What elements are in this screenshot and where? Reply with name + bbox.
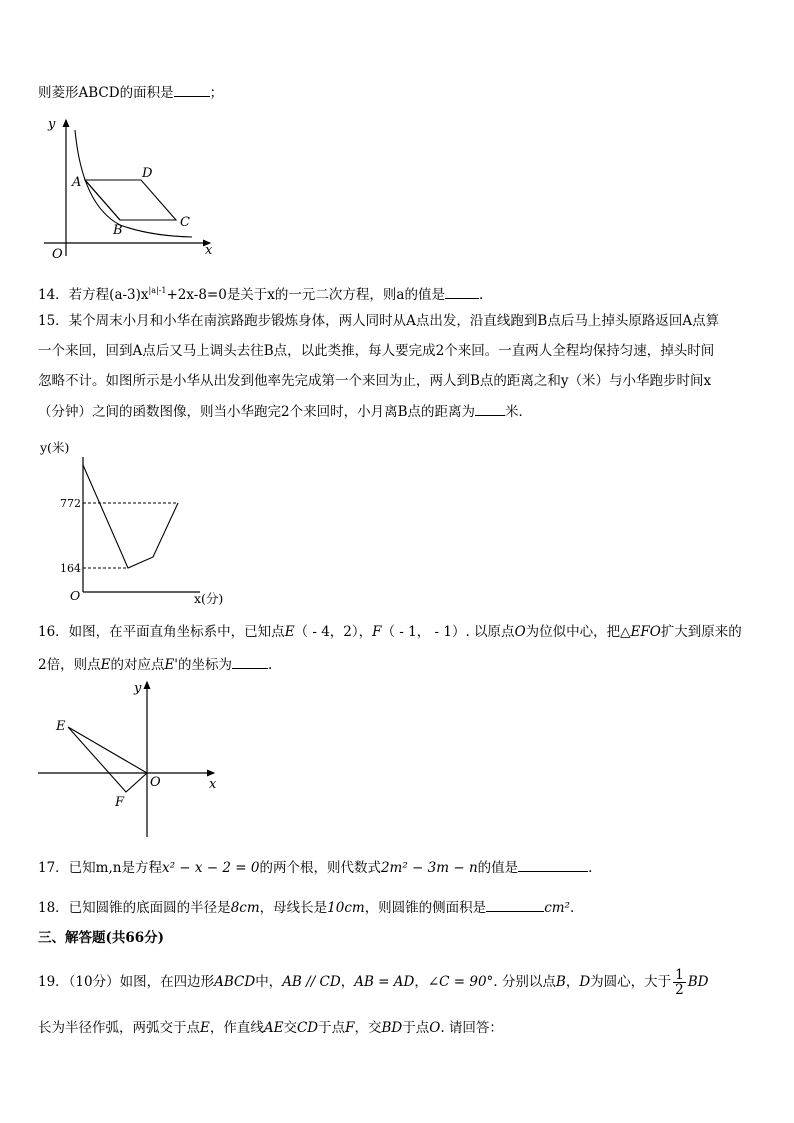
section-title: 三、解答题(共66分) (38, 930, 165, 946)
q16-line-2: 2倍，则点E的对应点E'的坐标为 . (38, 654, 272, 675)
fig1-label-o: O (52, 247, 63, 262)
fig3-label-x: x (209, 777, 217, 792)
fig3-label-y: y (134, 681, 142, 696)
q17-blank (518, 857, 588, 872)
fig1-label-y: y (48, 117, 56, 132)
fig1-label-d: D (142, 166, 153, 181)
q14-text: 14．若方程$(a-3)x^{|a|-1}+2x-8=0$是关于x的一元二次方程，则a的值是 . (38, 286, 484, 303)
fig1-hyperbola (75, 130, 192, 237)
fig3-triangle (68, 727, 147, 792)
q15-line-3: 忽略不计。如图所示是小华从出发到他率先完成第一个来回为止，两人到B点的距离之和y（米）与小华跑步时间x (38, 373, 712, 389)
fig2-tick-772: 772 (60, 497, 81, 510)
fig2-label-y: y(米) (40, 440, 70, 455)
q15-line-1: 15．某个周末小月和小华在南滨路跑步锻炼身体，两人同时从A点出发，沿直线跑到B点后马上掉头原路返回A点算 (38, 313, 720, 329)
q15-line-2: 一个来回，回到A点后又马上调头去往B点，以此类推，每人要完成2个来回。一直两人全程均保持匀速，掉头时间 (38, 343, 715, 359)
fig3-label-e: E (56, 719, 66, 734)
q15-line-4: （分钟）之间的函数图像，则当小华跑完2个来回时，小月离B点的距离为 米． (38, 401, 532, 422)
q17-text: 17．已知m,n是方程x² − x − 2 = 0的两个根，则代数式2m² − 3m − n的值是 . (38, 857, 592, 878)
q14-blank (445, 284, 479, 299)
fig3-label-f: F (115, 795, 125, 810)
q18-text: 18．已知圆锥的底面圆的半径是8cm，母线长是10cm，则圆锥的侧面积是 cm². (38, 897, 574, 918)
q15-blank (475, 401, 505, 416)
fig1-label-b: B (113, 223, 123, 238)
q13-text: 则菱形ABCD的面积是 ； (38, 82, 223, 103)
fig1-rhombus (85, 180, 176, 220)
q16-blank (232, 654, 268, 669)
q18-blank (486, 897, 544, 912)
fig2-label-o: O (70, 588, 81, 603)
fig1-label-c: C (180, 215, 190, 230)
fig1-label-x: x (205, 243, 213, 258)
fig2-graph-line (83, 465, 178, 568)
fig2-tick-164: 164 (60, 562, 81, 575)
fig2-label-x: x(分) (194, 591, 224, 606)
fig1-diagonal-ab (85, 180, 120, 220)
q13-blank (174, 82, 210, 97)
q19-fraction: $\frac{1}{2}$ (675, 967, 684, 998)
fig1-label-a: A (72, 175, 82, 190)
q19-line-1: 19．（10分）如图，在四边形ABCD中，AB // CD，AB = AD，∠C = 90°. 分别以点B，D为圆心，大于 $\frac{1}{2}$ BD (38, 967, 709, 998)
q16-line-1: 16．如图，在平面直角坐标系中，已知点E（ - 4，2），F（ - 1， - 1）. 以原点O为位似中心，把△EFO扩大到原来的 (38, 624, 742, 640)
q19-line-2: 长为半径作弧，两弧交于点E，作直线AE交CD于点F，交BD于点O. 请回答： (38, 1020, 503, 1036)
fig3-label-o: O (150, 775, 161, 790)
